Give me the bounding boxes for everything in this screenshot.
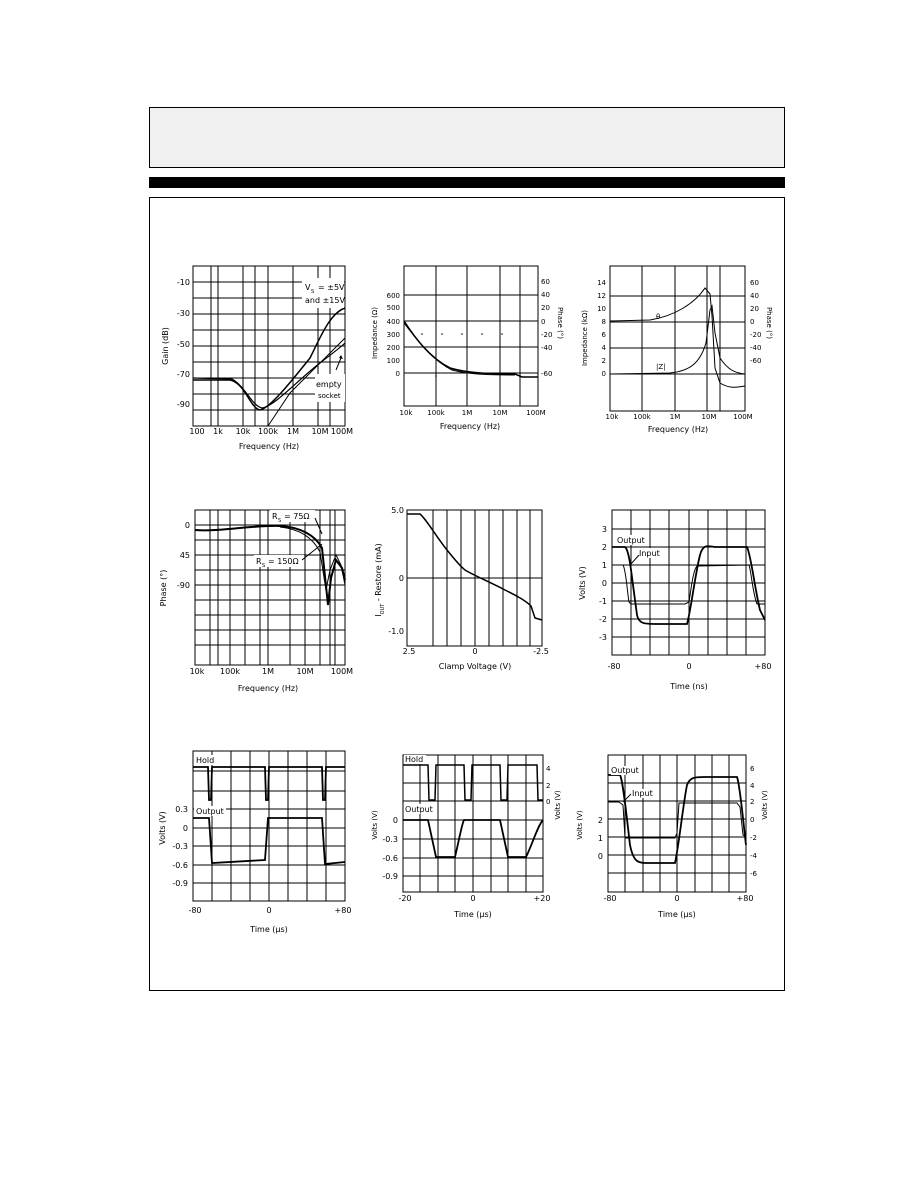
svg-text:Time (μs) bbox=[657, 910, 696, 919]
ns-xlabel: Time (ns) bbox=[670, 682, 708, 691]
hold1-xlabel: Time ( bbox=[250, 925, 276, 934]
hold2-y2tick: 4 bbox=[546, 765, 551, 773]
gain-annotation-and: and ±15V bbox=[305, 296, 345, 305]
hold2-ytick: -0.6 bbox=[382, 854, 398, 863]
imp2-xtick: 1M bbox=[669, 413, 681, 421]
ns-ytick: -3 bbox=[599, 633, 607, 642]
hold2-annotation-output: Output bbox=[405, 805, 433, 814]
gain-ytick: -90 bbox=[176, 400, 190, 409]
ns-xtick: +80 bbox=[754, 662, 772, 671]
imp1-ytick: 300 bbox=[386, 331, 400, 339]
us-xlabel: Time ( bbox=[658, 910, 684, 919]
svg-text:Time (μs) bbox=[453, 910, 492, 919]
section-bar bbox=[149, 177, 785, 188]
imp1-ytick: 200 bbox=[386, 344, 400, 352]
hold2-y2label: Volts (V) bbox=[554, 790, 562, 820]
restore-xlabel: Clamp Voltage (V) bbox=[438, 662, 512, 671]
imp1-ytick: 0 bbox=[395, 370, 400, 378]
imp1-y2tick: 60 bbox=[541, 278, 550, 286]
imp2-xtick: 10M bbox=[701, 413, 717, 421]
us-y2label: Volts (V) bbox=[761, 790, 769, 820]
imp2-ytick: 14 bbox=[597, 279, 606, 287]
gain-annotation-socket: socket bbox=[318, 392, 341, 400]
gain-annotation-volt: = ±5V bbox=[318, 283, 345, 292]
hold1-annotation-output: Output bbox=[196, 807, 224, 816]
imp1-xtick: 10M bbox=[492, 409, 508, 417]
hold2-ytick: 0 bbox=[392, 816, 398, 825]
gain-ytick: -70 bbox=[176, 370, 190, 379]
gain-ylabel: Gain (dB) bbox=[161, 327, 170, 365]
imp2-ylabel: Impedance (kΩ) bbox=[581, 309, 589, 367]
imp2-ytick: 6 bbox=[601, 331, 606, 339]
restore-ylabel-i: I bbox=[374, 614, 383, 617]
imp1-xtick: 1M bbox=[461, 409, 473, 417]
chart-hold-output-2 bbox=[360, 745, 570, 925]
ns-annotation-output: Output bbox=[617, 536, 645, 545]
hold2-xtick: +20 bbox=[533, 894, 551, 903]
us-ytick: 0 bbox=[597, 852, 603, 861]
imp2-y2tick: -20 bbox=[750, 331, 762, 339]
hold1-xtick: +80 bbox=[334, 906, 352, 915]
imp1-xlabel: Frequency (Hz) bbox=[439, 422, 501, 431]
chart-output-input-us bbox=[565, 745, 775, 925]
imp1-ylabel: Impedance (Ω) bbox=[371, 307, 379, 359]
us-annotation-input: Input bbox=[632, 789, 653, 798]
restore-ylabel-sub: OUT bbox=[380, 603, 386, 615]
imp1-y2tick: 40 bbox=[541, 291, 550, 299]
restore-ytick: 5.0 bbox=[391, 506, 404, 515]
phase-xtick: 100M bbox=[330, 667, 354, 676]
phase-annotation-150: = 150Ω bbox=[268, 557, 299, 566]
us-y2tick: -4 bbox=[750, 852, 757, 860]
phase-ylabel: Phase (°) bbox=[159, 569, 168, 607]
phase-xtick: 1M bbox=[262, 667, 274, 676]
us-y2tick: 6 bbox=[750, 765, 755, 773]
hold1-xtick: 0 bbox=[266, 906, 272, 915]
hold2-ytick: -0.3 bbox=[382, 835, 398, 844]
hold2-xlabel-mu: μ bbox=[479, 910, 485, 919]
imp2-xtick: 100k bbox=[633, 413, 651, 421]
gain-ytick: -50 bbox=[176, 340, 190, 349]
ns-ylabel: Volts (V) bbox=[578, 566, 587, 600]
hold2-y2tick: 0 bbox=[546, 798, 551, 806]
phase-xlabel: Frequency (Hz) bbox=[237, 684, 299, 693]
imp1-ytick: 600 bbox=[386, 292, 400, 300]
restore-ylabel-rest: - Restore (mA) bbox=[374, 543, 383, 604]
imp2-y2tick: 0 bbox=[750, 318, 755, 326]
hold1-annotation-hold: Hold bbox=[196, 756, 215, 765]
us-xtick: +80 bbox=[736, 894, 754, 903]
gain-xtick: 100M bbox=[330, 427, 354, 436]
restore-xtick: -2.5 bbox=[533, 647, 549, 656]
imp2-ytick: 0 bbox=[601, 370, 606, 378]
ns-xtick: -80 bbox=[607, 662, 621, 671]
imp2-annotation-z: |Z| bbox=[656, 363, 666, 371]
hold2-annotation-hold: Hold bbox=[405, 755, 424, 764]
hold1-ytick: -0.6 bbox=[172, 861, 188, 870]
imp2-y2tick: 20 bbox=[750, 305, 759, 313]
ns-ytick: 0 bbox=[601, 579, 607, 588]
imp2-y2tick: 40 bbox=[750, 292, 759, 300]
hold1-ytick: 0 bbox=[182, 824, 188, 833]
phase-xtick: 100k bbox=[220, 667, 240, 676]
us-y2tick: 0 bbox=[750, 816, 755, 824]
imp1-y2tick: -40 bbox=[541, 344, 553, 352]
imp1-ytick: 400 bbox=[386, 318, 400, 326]
chart-restore-current bbox=[365, 500, 555, 680]
phase-annotation-s1: S bbox=[278, 518, 282, 524]
chart-impedance-phase-2 bbox=[570, 258, 773, 438]
gain-ytick: -30 bbox=[176, 309, 190, 318]
header-box bbox=[149, 107, 785, 168]
hold1-xtick: -80 bbox=[188, 906, 202, 915]
hold1-xlabel-rest: s) bbox=[280, 925, 288, 934]
hold2-y2tick: 2 bbox=[546, 782, 551, 790]
phase-annotation-75: = 75Ω bbox=[284, 512, 310, 521]
us-xlabel-mu: μ bbox=[683, 910, 689, 919]
gain-annotation-empty: empty bbox=[316, 380, 342, 389]
gain-annotation-s: S bbox=[311, 289, 315, 295]
chart-phase-vs-frequency bbox=[150, 500, 360, 700]
hold1-xlabel-mu: μ bbox=[275, 925, 281, 934]
us-ylabel: Volts (V) bbox=[576, 810, 584, 840]
imp2-y2tick: -60 bbox=[750, 357, 762, 365]
gain-xtick: 10k bbox=[235, 427, 251, 436]
hold1-ylabel: Volts (V) bbox=[158, 811, 167, 845]
us-y2tick: 4 bbox=[750, 782, 755, 790]
gain-xtick: 100 bbox=[189, 427, 205, 436]
us-annotation-output: Output bbox=[611, 766, 639, 775]
us-y2tick: -2 bbox=[750, 834, 757, 842]
imp2-xtick: 100M bbox=[733, 413, 753, 421]
hold2-xlabel: Time ( bbox=[454, 910, 480, 919]
imp1-ytick: 500 bbox=[386, 304, 400, 312]
us-ytick: 1 bbox=[597, 834, 603, 843]
phase-annotation-s2: S bbox=[262, 563, 266, 569]
us-y2tick: -6 bbox=[750, 870, 757, 878]
chart-gain-vs-frequency bbox=[150, 258, 360, 458]
imp2-ytick: 12 bbox=[597, 292, 606, 300]
us-xtick: -80 bbox=[603, 894, 617, 903]
restore-xtick: 0 bbox=[472, 647, 478, 656]
gain-annotation-v: V bbox=[305, 283, 311, 292]
ns-ytick: -1 bbox=[599, 597, 607, 606]
ns-annotation-input: Input bbox=[639, 549, 660, 558]
gain-xtick: 1M bbox=[287, 427, 299, 436]
ns-xtick: 0 bbox=[686, 662, 692, 671]
hold1-ytick: -0.9 bbox=[172, 879, 188, 888]
phase-ytick: 0 bbox=[184, 521, 190, 530]
imp2-xlabel: Frequency (Hz) bbox=[647, 425, 709, 434]
ns-ytick: -2 bbox=[599, 615, 607, 624]
imp1-y2tick: -20 bbox=[541, 331, 553, 339]
imp1-y2tick: 20 bbox=[541, 304, 550, 312]
hold2-xlabel-rest: s) bbox=[484, 910, 492, 919]
imp1-xtick: 100M bbox=[526, 409, 546, 417]
gain-xlabel: Frequency (Hz) bbox=[238, 442, 300, 451]
phase-xtick: 10M bbox=[296, 667, 314, 676]
hold1-ytick: 0.3 bbox=[175, 805, 188, 814]
phase-annotation-r2: R bbox=[256, 557, 262, 566]
imp1-y2label: Phase (°) bbox=[556, 306, 564, 340]
imp2-y2tick: -40 bbox=[750, 344, 762, 352]
restore-xtick: 2.5 bbox=[402, 647, 416, 656]
chart-hold-output-1 bbox=[150, 745, 360, 945]
gain-xtick: 100k bbox=[258, 427, 278, 436]
gain-xtick: 10M bbox=[311, 427, 329, 436]
hold2-xtick: 0 bbox=[470, 894, 476, 903]
us-y2tick: 2 bbox=[750, 798, 755, 806]
hold2-ylabel: Volts (V) bbox=[371, 810, 379, 840]
imp1-ytick: 100 bbox=[386, 357, 400, 365]
phase-ytick: -90 bbox=[176, 581, 190, 590]
restore-ytick: -1.0 bbox=[388, 627, 404, 636]
imp1-xtick: 100k bbox=[427, 409, 445, 417]
us-xtick: 0 bbox=[674, 894, 680, 903]
imp1-xtick: 10k bbox=[399, 409, 413, 417]
hold1-ytick: -0.3 bbox=[172, 842, 188, 851]
ns-ytick: 1 bbox=[601, 561, 607, 570]
ns-ytick: 2 bbox=[601, 543, 607, 552]
chart-output-input-ns bbox=[565, 500, 775, 700]
svg-text:Time (μs) bbox=[249, 925, 288, 934]
imp2-y2label: Phase (°) bbox=[765, 306, 773, 340]
us-ytick: 2 bbox=[597, 816, 603, 825]
imp1-y2tick: -60 bbox=[541, 370, 553, 378]
ns-ytick: 3 bbox=[601, 525, 607, 534]
us-xlabel-rest: s) bbox=[688, 910, 696, 919]
imp2-ytick: 2 bbox=[601, 357, 606, 365]
svg-text:IOUT - Restore (mA) bbox=[374, 543, 386, 616]
chart-impedance-phase-1 bbox=[360, 258, 564, 438]
hold2-xtick: -20 bbox=[398, 894, 412, 903]
imp2-xtick: 10k bbox=[605, 413, 619, 421]
phase-annotation-r1: R bbox=[272, 512, 278, 521]
imp2-ytick: 8 bbox=[601, 318, 606, 326]
phase-ytick: 45 bbox=[179, 551, 190, 560]
gain-xtick: 1k bbox=[213, 427, 223, 436]
hold2-ytick: -0.9 bbox=[382, 872, 398, 881]
restore-ytick: 0 bbox=[398, 574, 404, 583]
phase-xtick: 10k bbox=[189, 667, 205, 676]
imp2-annotation-theta: θ bbox=[656, 313, 661, 321]
gain-ytick: -10 bbox=[176, 278, 190, 287]
imp1-y2tick: 0 bbox=[541, 318, 546, 326]
imp2-ytick: 4 bbox=[601, 344, 606, 352]
imp2-ytick: 10 bbox=[597, 305, 606, 313]
imp2-y2tick: 60 bbox=[750, 279, 759, 287]
